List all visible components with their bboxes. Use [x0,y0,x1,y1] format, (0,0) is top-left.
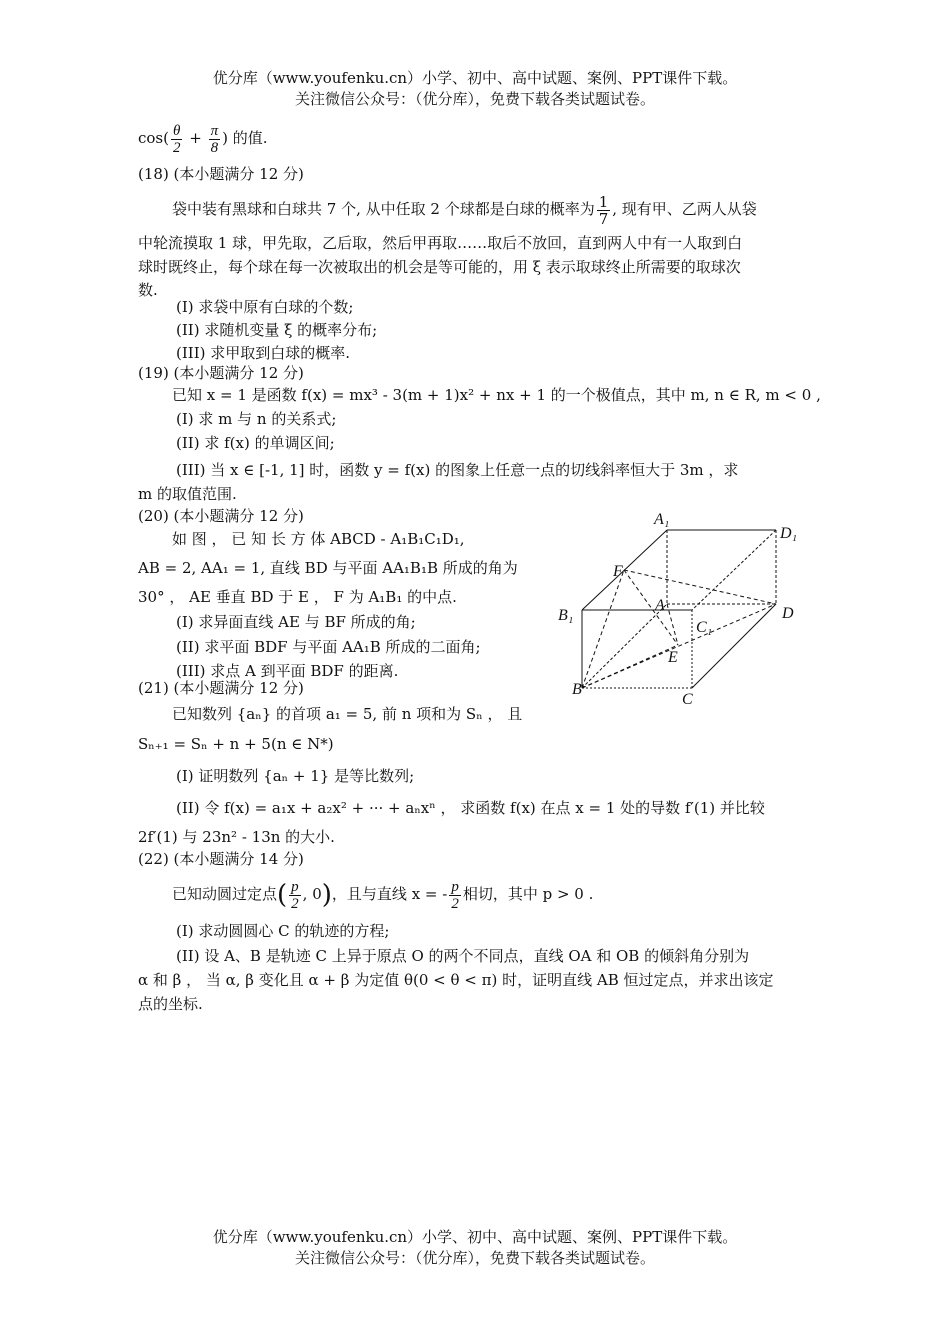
q17-end: ) 的值. [222,129,268,147]
prob-fraction [597,194,611,227]
paren-open: ( [277,880,288,910]
frac-num: p [451,878,459,895]
frac-den: 2 [291,895,299,912]
q22-p1 [172,872,593,917]
pi-over-8 [209,123,221,156]
q20-item-1: (I) 求异面直线 AE 与 BF 所成的角; [176,613,416,631]
label-F: F [613,563,623,580]
q21-header: (21) (本小题满分 12 分) [138,679,304,697]
q18-item-2: (II) 求随机变量 ξ 的概率分布; [176,321,378,339]
q22-item-2b: α 和 β ， 当 α, β 变化且 α + β 为定值 θ(0 < θ < π) 时，证明直线 AB 恒过定点，并求出该定 [138,971,774,989]
q20-header: (20) (本小题满分 12 分) [138,507,304,525]
fixed-point-x [289,879,301,912]
q21-item-2: (II) 令 f(x) = a₁x + a₂x² + ··· + aₙxⁿ ， 求函数 f(x) 在点 x = 1 处的导数 f′(1) 并比较 [176,799,765,817]
fixed-point-y: , 0 [302,885,322,903]
edge-D1-C1 [692,530,776,610]
segment-B-E [582,645,678,688]
q20-item-2: (II) 求平面 BDF 与平面 AA₁B 所成的二面角; [176,638,481,656]
frac-den: 2 [451,895,459,912]
q20-item-3: (III) 求点 A 到平面 BDF 的距离. [176,662,399,680]
q22-header: (22) (本小题满分 14 分) [138,850,304,868]
q17-tail [138,120,268,156]
q22-item-2: (II) 设 A、B 是轨迹 C 上异于原点 O 的两个不同点，直线 OA 和 OB 的倾斜角分别为 [176,947,750,965]
q18-p1 [172,192,757,227]
page-footer [0,1227,950,1269]
label-A1: A₁ [654,511,670,528]
edge-C-D [692,604,776,688]
label-E: E [668,649,678,666]
q21-p1: 已知数列 {aₙ} 的首项 a₁ = 5, 前 n 项和为 Sₙ ， 且 [172,705,523,723]
q22-p1b: ，且与直线 x = - [331,885,448,903]
segment-B-F [582,570,624,688]
frac-num: p [291,878,299,895]
header-line-2: 关注微信公众号：（优分库），免费下载各类试题试卷。 [294,90,655,108]
page-header [0,68,950,110]
q21-item-1: (I) 证明数列 {aₙ + 1} 是等比数列; [176,767,415,785]
q18-p1a: 袋中装有黑球和白球共 7 个, 从中任取 2 个球都是白球的概率为 [172,200,595,218]
frac-num: π [210,122,219,139]
frac-num: θ [171,123,183,140]
cuboid-figure [550,508,820,710]
label-C1: C₁ [696,619,713,636]
q22-p1c: 相切，其中 p > 0 . [462,885,594,903]
q18-item-1: (I) 求袋中原有白球的个数; [176,298,354,316]
segment-F-E [624,570,678,645]
label-D1: D₁ [780,525,798,542]
q18-p4: 数. [138,281,158,299]
q20-p1: 如 图 ， 已 知 长 方 体 ABCD - A₁B₁C₁D₁, [172,530,465,548]
q19-item-1: (I) 求 m 与 n 的关系式; [176,410,337,428]
footer-line-1: 优分库（www.youfenku.cn）小学、初中、高中试题、案例、PPT课件下载。 [212,1228,738,1246]
paren-close: ) [321,880,332,910]
q20-p3: 30° ， AE 垂直 BD 于 E ， F 为 A₁B₁ 的中点. [138,588,457,606]
label-C: C [682,691,693,708]
label-B: B [572,681,582,698]
q19-header: (19) (本小题满分 12 分) [138,364,304,382]
frac-den: 7 [598,209,609,228]
label-B1: B₁ [558,607,574,624]
q18-header: (18) (本小题满分 12 分) [138,165,304,183]
q20-p2: AB = 2, AA₁ = 1, 直线 BD 与平面 AA₁B₁B 所成的角为 [138,559,518,577]
q18-item-3: (III) 求甲取到白球的概率. [176,344,351,362]
q21-item-2b: 2f′(1) 与 23n² - 13n 的大小. [138,828,335,846]
label-D: D [782,605,794,622]
plus-sign: + [184,129,207,147]
q19-p1: 已知 x = 1 是函数 f(x) = mx³ - 3(m + 1)x² + nx + 1 的一个极值点，其中 m, n ∈ R, m < 0 , [172,386,821,404]
q18-p1b: , 现有甲、乙两人从袋 [612,200,757,218]
q18-p3: 球时既终止，每个球在每一次被取出的机会是等可能的，用 ξ 表示取球终止所需要的取球次 [138,258,741,276]
footer-line-2: 关注微信公众号：（优分库），免费下载各类试题试卷。 [294,1249,655,1267]
cos-func: cos( [138,129,169,147]
frac-num: 1 [598,192,609,211]
theta-over-2 [171,123,183,156]
segment-F-D [624,570,776,604]
header-line-1: 优分库（www.youfenku.cn）小学、初中、高中试题、案例、PPT课件下载。 [212,69,738,87]
frac-den: 8 [210,139,219,156]
label-A: A [655,597,665,614]
q18-p2: 中轮流摸取 1 球，甲先取，乙后取，然后甲再取……取后不放回，直到两人中有一人取到白 [138,234,743,252]
q22-p1a: 已知动圆过定点 [172,885,278,903]
q19-item-3: (III) 当 x ∈ [-1, 1] 时，函数 y = f(x) 的图象上任意一点的切线斜率恒大于 3m ，求 [176,461,739,479]
q21-p2: Sₙ₊₁ = Sₙ + n + 5(n ∈ N*) [138,735,334,753]
q19-item-2: (II) 求 f(x) 的单调区间; [176,434,335,452]
line-x-fraction [449,879,461,912]
q22-item-2c: 点的坐标. [138,995,203,1013]
q19-item-3b: m 的取值范围. [138,485,237,503]
frac-den: 2 [172,139,181,156]
edge-B-A [582,604,667,688]
q22-item-1: (I) 求动圆圆心 C 的轨迹的方程; [176,922,390,940]
